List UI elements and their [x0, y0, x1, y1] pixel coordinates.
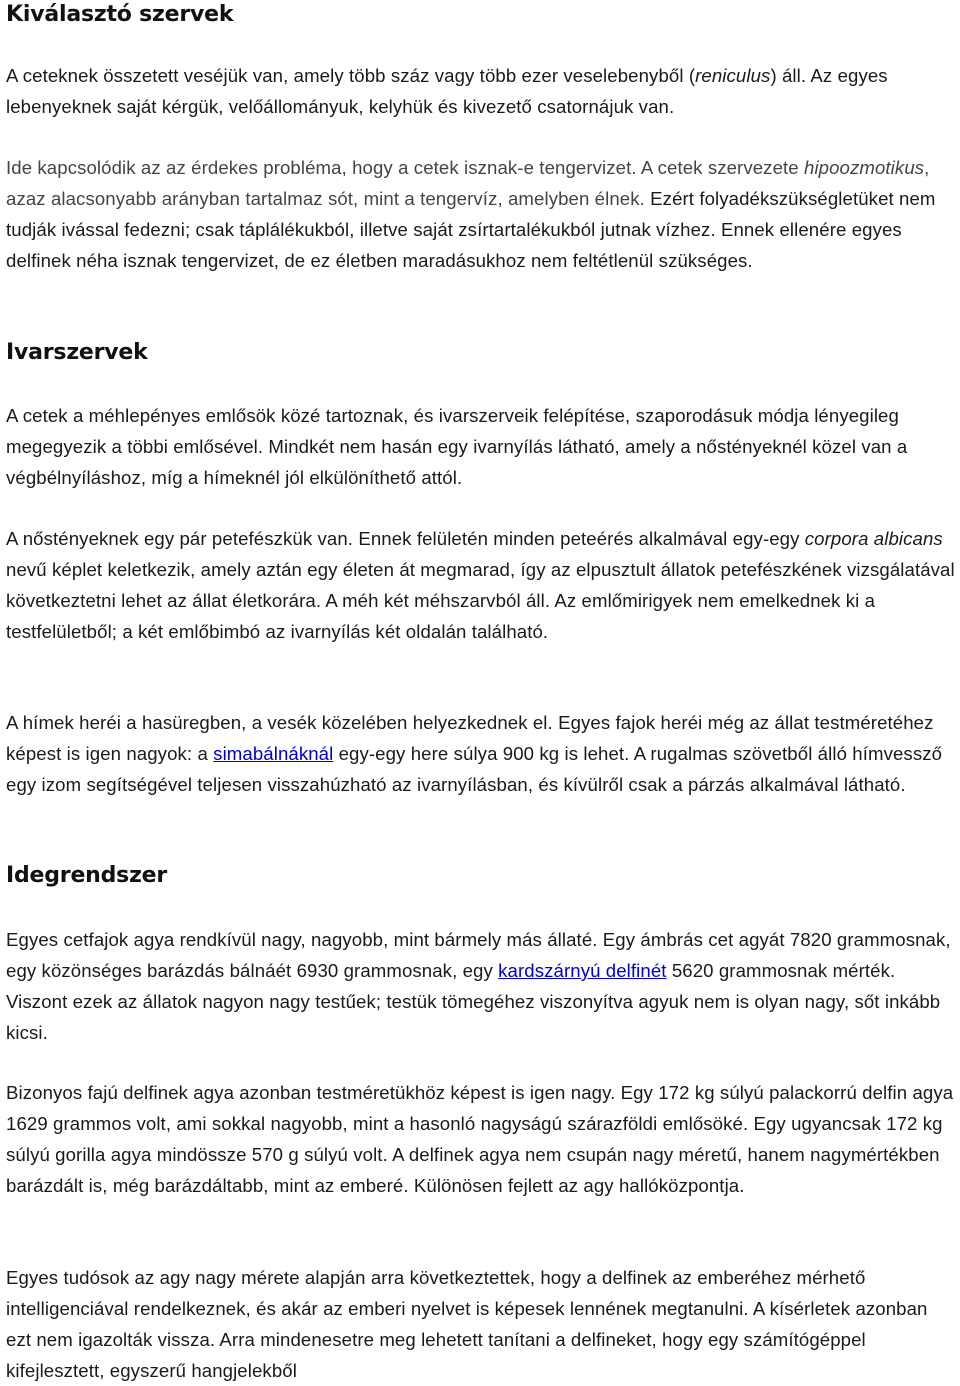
text-run: Ide kapcsolódik az az érdekes probléma, hogy a cetek isznak-e tengervizet. A cetek szervezete — [6, 157, 804, 178]
italic-term: reniculus — [695, 65, 771, 86]
section-heading-kivalaszto: Kiválasztó szervek — [6, 2, 234, 27]
paragraph-brain-size — [6, 924, 956, 1048]
text-run: A ceteknek összetett veséjük van, amely több száz vagy több ezer veselebenyből ( — [6, 65, 696, 86]
italic-term: corpora albicans — [804, 528, 943, 549]
paragraph-females — [6, 523, 956, 647]
paragraph-reproduction: A cetek a méhlepényes emlősök közé tartoznak, és ivarszerveik felépítése, szaporodásuk módja lényegileg megegyezik a többi emlősével. Mindkét nem hasán egy ivarnyílás látható, amely a nőstényeknél közel van a végbélnyíláshoz, míg a hímeknél jól elkülöníthető attól. — [6, 405, 908, 488]
text-run: ) áll. Az egyes lebenyeknek saját kérgük, velőállományuk, kelyhük és kivezető csatornájuk van. — [6, 65, 888, 117]
link-simabalnak[interactable]: simabálnáknál — [213, 743, 334, 764]
text-run: Ezért folyadékszükségletüket nem tudják ivással fedezni; csak táplálékukból, illetve saját zsírtartalékukból jutnak vízhez. Ennek ellenére egyes delfinek néha isznak tengervizet, de ez életben maradásukhoz nem feltétlenül szükséges. — [6, 188, 936, 271]
text-run: , azaz alacsonyabb arányban tartalmaz sót, mint a tengervíz, amelyben élnek. — [6, 157, 930, 209]
text-run: A hímek heréi a hasüregben, a vesék közelében helyezkednek el. Egyes fajok heréi még az állat testméretéhez képest is igen nagyok: a — [6, 712, 934, 764]
text-run: A nőstényeknek egy pár petefészkük van. Ennek felületén minden peteérés alkalmával egy-egy — [6, 528, 805, 549]
link-kardszarnyu-delfin[interactable]: kardszárnyú delfinét — [498, 960, 667, 981]
text-run: egy-egy here súlya 900 kg is lehet. A rugalmas szövetből álló hímvessző egy izom segítségével teljesen visszahúzható az ivarnyílásban, és kívülről csak a párzás alkalmával látható. — [6, 743, 943, 795]
paragraph-kidneys — [6, 60, 956, 122]
paragraph-seawater — [6, 152, 956, 276]
text-run: 5620 grammosnak mérték. Viszont ezek az állatok nagyon nagy testűek; testük tömegéhez viszonyítva agyuk nem is olyan nagy, sőt inkább kicsi. — [6, 960, 941, 1043]
paragraph-males — [6, 707, 956, 800]
paragraph-intelligence: Egyes tudósok az agy nagy mérete alapján arra következtettek, hogy a delfinek az emberéhez mérhető intelligenciával rendelkeznek, és akár az emberi nyelvet is képesek lennének megtanulni. A kísérletek azonban ezt nem igazolták vissza. Arra mindenesetre meg lehetett tanítani a delfineket, hogy egy számítógéppel kifejlesztett, egyszerű hangjelekből — [6, 1267, 928, 1381]
section-heading-idegrendszer: Idegrendszer — [6, 863, 168, 888]
text-run: nevű képlet keletkezik, amely aztán egy életen át megmarad, így az elpusztult állatok petefészkének vizsgálatával következtetni lehet az állat életkorára. A méh két méhszarvból áll. Az emlőmirigyek nem emelkednek ki a testfelületből; a két emlőbimbó az ivarnyílás két oldalán található. — [6, 559, 955, 642]
italic-term: hipoozmotikus — [804, 157, 925, 178]
section-heading-ivarszervek: Ivarszervek — [6, 340, 148, 365]
paragraph-dolphin-brain: Bizonyos fajú delfinek agya azonban testméretükhöz képest is igen nagy. Egy 172 kg súlyú palackorrú delfin agya 1629 grammos volt, ami sokkal nagyobb, mint a hasonló nagyságú szárazföldi emlősöké. Egy ugyancsak 172 kg súlyú gorilla agya mindössze 570 g súlyú volt. A delfinek agya nem csupán nagy méretű, hanem nagymértékben barázdált is, még barázdáltabb, mint az emberé. Különösen fejlett az agy hallóközpontja. — [6, 1082, 954, 1196]
text-run: Egyes cetfajok agya rendkívül nagy, nagyobb, mint bármely más állaté. Egy ámbrás cet agyát 7820 grammosnak, egy közönséges barázdás bálnáét 6930 grammosnak, egy — [6, 929, 951, 981]
